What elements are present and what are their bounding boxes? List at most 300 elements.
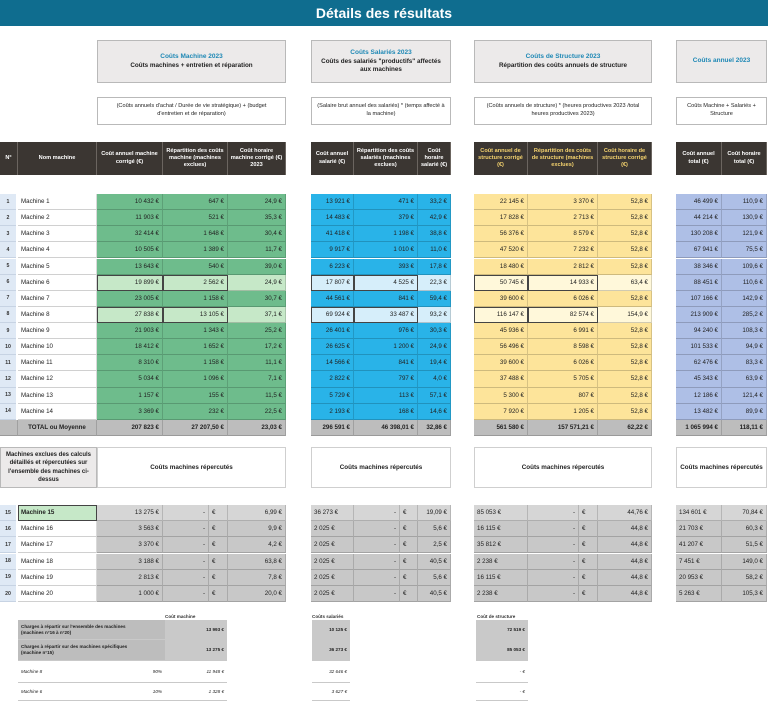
row-cell: 23 005 € — [97, 291, 163, 307]
row-cell: 14 483 € — [311, 210, 354, 226]
excluded-cell: 134 601 € — [676, 505, 722, 521]
row-cell: 121,9 € — [722, 226, 767, 242]
excluded-header-salaries: Coûts machines répercutés — [311, 447, 451, 488]
hdr-salary-hourly: Coût horaire salarié (€) — [418, 142, 451, 175]
row-cell: 1 010 € — [354, 242, 418, 258]
row-cell: 26 625 € — [311, 339, 354, 355]
row-cell: 94 240 € — [676, 323, 722, 339]
breakdown-row-pct — [150, 620, 165, 640]
row-number: 5 — [0, 259, 16, 275]
excluded-cell: - — [163, 505, 209, 521]
row-cell: 13 921 € — [311, 194, 354, 210]
excluded-row-name: Machine 15 — [18, 505, 97, 521]
excluded-cell: € — [209, 554, 228, 570]
row-cell: 107 166 € — [676, 291, 722, 307]
section-structure-title: Coûts de Structure 2023 — [525, 53, 601, 61]
hdr-salary-annual: Coût annuel salarié (€) — [311, 142, 354, 175]
row-number: 11 — [0, 355, 16, 371]
row-cell: 1 389 € — [163, 242, 228, 258]
row-cell: 1 157 € — [97, 388, 163, 404]
row-cell: 12 186 € — [676, 388, 722, 404]
breakdown-row-structure: 72 519 € — [476, 620, 528, 640]
excluded-cell: - — [163, 586, 209, 602]
row-cell: 93,2 € — [418, 307, 451, 323]
row-machine-name: Machine 3 — [18, 226, 97, 242]
section-annuel-title: Coûts annuel 2023 — [692, 57, 751, 65]
excluded-cell: 7,8 € — [228, 570, 286, 586]
section-structure-box — [474, 40, 652, 83]
excluded-cell: € — [209, 570, 228, 586]
row-cell: 168 € — [354, 404, 418, 420]
section-salaries-subtitle: Coûts des salariés "productifs" affectés aux machines — [321, 57, 441, 73]
excluded-row-number: 16 — [0, 521, 16, 537]
row-cell: 116 147 € — [474, 307, 528, 323]
excluded-cell: 58,2 € — [722, 570, 767, 586]
excluded-cell: 44,8 € — [598, 586, 652, 602]
excluded-cell: 16 115 € — [474, 521, 528, 537]
row-cell: 82 574 € — [528, 307, 598, 323]
row-cell: 52,8 € — [598, 388, 652, 404]
excluded-cell: 70,84 € — [722, 505, 767, 521]
excluded-cell: 5,6 € — [418, 570, 451, 586]
row-cell: 27 838 € — [97, 307, 163, 323]
row-cell: 5 729 € — [311, 388, 354, 404]
row-cell: 17,2 € — [228, 339, 286, 355]
row-cell: 94,9 € — [722, 339, 767, 355]
row-cell: 62 476 € — [676, 355, 722, 371]
row-cell: 10 432 € — [97, 194, 163, 210]
hdr-structure-annual: Coût annuel de structure corrigé (€) — [474, 142, 528, 175]
excluded-cell: € — [579, 586, 598, 602]
hdr-machine-hourly: Coût horaire machine corrigé (€) 2023 — [228, 142, 286, 175]
excluded-cell: 2 238 € — [474, 586, 528, 602]
row-cell: 19,4 € — [418, 355, 451, 371]
hdr-total-hourly: Coût horaire total (€) — [722, 142, 767, 175]
row-cell: 130 208 € — [676, 226, 722, 242]
row-machine-name: Machine 10 — [18, 339, 97, 355]
total-cell: 207 823 € — [97, 420, 163, 436]
breakdown-row-machine: 13 275 € — [165, 640, 227, 661]
row-machine-name: Machine 5 — [18, 259, 97, 275]
row-cell: 2 822 € — [311, 371, 354, 387]
excluded-cell: € — [400, 554, 418, 570]
row-number: 4 — [0, 242, 16, 258]
row-cell: 44 214 € — [676, 210, 722, 226]
row-cell: 42,9 € — [418, 210, 451, 226]
row-cell: 108,3 € — [722, 323, 767, 339]
total-cell: 118,11 € — [722, 420, 767, 436]
excluded-cell: - — [528, 537, 579, 553]
row-cell: 7,1 € — [228, 371, 286, 387]
excluded-cell: 60,3 € — [722, 521, 767, 537]
row-cell: 14 933 € — [528, 275, 598, 291]
row-cell: 1 096 € — [163, 371, 228, 387]
row-cell: 2 193 € — [311, 404, 354, 420]
row-cell: 22,5 € — [228, 404, 286, 420]
row-cell: 154,9 € — [598, 307, 652, 323]
row-cell: 232 € — [163, 404, 228, 420]
row-cell: 155 € — [163, 388, 228, 404]
row-cell: 88 451 € — [676, 275, 722, 291]
row-cell: 35,3 € — [228, 210, 286, 226]
hdr-total-annual: Coût annuel total (€) — [676, 142, 722, 175]
excluded-cell: 21 703 € — [676, 521, 722, 537]
section-salaries-title: Coûts Salariés 2023 — [350, 49, 412, 57]
row-cell: 3 369 € — [97, 404, 163, 420]
row-cell: 6 991 € — [528, 323, 598, 339]
hdr-structure-repart: Répartition des coûts de structure (machines exclues) — [528, 142, 598, 175]
hdr-machine-repart: Répartition des coûts machine (machines exclues) — [163, 142, 228, 175]
formula-machine: (Coûts annuels d'achat / Durée de vie stratégique) + (budget d'entretien et de réparation) — [97, 97, 286, 125]
row-machine-name: Machine 2 — [18, 210, 97, 226]
total-cell: 62,22 € — [598, 420, 652, 436]
excluded-cell: € — [579, 570, 598, 586]
breakdown-row-label: Charges à répartir sur des machines spécifiques (machine n°15) — [18, 640, 150, 661]
row-cell: 6 026 € — [528, 291, 598, 307]
row-cell: 39,0 € — [228, 259, 286, 275]
page-title-banner: Détails des résultats — [0, 0, 768, 26]
breakdown-row-structure: 85 053 € — [476, 640, 528, 661]
row-cell: 521 € — [163, 210, 228, 226]
excluded-cell: - — [163, 570, 209, 586]
excluded-cell: 85 053 € — [474, 505, 528, 521]
total-cell: 1 065 994 € — [676, 420, 722, 436]
excluded-cell: 44,8 € — [598, 570, 652, 586]
row-cell: 109,6 € — [722, 259, 767, 275]
row-cell: 24,9 € — [228, 194, 286, 210]
total-cell: 296 591 € — [311, 420, 354, 436]
excluded-cell: - — [528, 505, 579, 521]
row-number: 3 — [0, 226, 16, 242]
row-cell: 52,8 € — [598, 194, 652, 210]
row-cell: 59,4 € — [418, 291, 451, 307]
excluded-cell: - — [528, 554, 579, 570]
hdr-structure-hourly: Coût horaire de structure corrigé (€) — [598, 142, 652, 175]
excluded-cell: 3 563 € — [97, 521, 163, 537]
row-cell: 46 499 € — [676, 194, 722, 210]
row-cell: 841 € — [354, 291, 418, 307]
breakdown-row-salaries: 36 273 € — [312, 640, 350, 661]
excluded-cell: 35 812 € — [474, 537, 528, 553]
row-cell: 379 € — [354, 210, 418, 226]
excluded-header-machine: Coûts machines répercutés — [97, 447, 286, 488]
excluded-cell: € — [209, 521, 228, 537]
breakdown-row-label: Machine 8 — [18, 661, 150, 683]
excluded-row-number: 19 — [0, 570, 16, 586]
excluded-cell: € — [579, 505, 598, 521]
row-cell: 33 487 € — [354, 307, 418, 323]
row-cell: 213 909 € — [676, 307, 722, 323]
breakdown-row-pct: 90% — [150, 661, 165, 683]
excluded-cell: € — [400, 521, 418, 537]
row-number: 13 — [0, 388, 16, 404]
row-number: 10 — [0, 339, 16, 355]
formula-structure: (Coûts annuels de structure) * (heures productives 2023 /total heures productives 2023) — [474, 97, 652, 125]
row-cell: 11,7 € — [228, 242, 286, 258]
excluded-cell: € — [400, 570, 418, 586]
excluded-cell: - — [163, 537, 209, 553]
row-cell: 393 € — [354, 259, 418, 275]
breakdown-col-machine: Coût machine — [165, 614, 196, 619]
hdr-salary-repart: Répartition des coûts salariés (machines exclues) — [354, 142, 418, 175]
section-annuel-box — [676, 40, 767, 83]
excluded-cell: - — [354, 570, 400, 586]
row-cell: 1 343 € — [163, 323, 228, 339]
excluded-cell: 6,99 € — [228, 505, 286, 521]
excluded-cell: 2 025 € — [311, 521, 354, 537]
formula-salaries: (Salaire brut annuel des salariés) * (temps affecté à la machine) — [311, 97, 451, 125]
total-cell: 23,03 € — [228, 420, 286, 436]
excluded-cell: 40,5 € — [418, 554, 451, 570]
excluded-cell: 2 025 € — [311, 586, 354, 602]
excluded-cell: 5 263 € — [676, 586, 722, 602]
row-cell: 110,9 € — [722, 194, 767, 210]
excluded-cell: € — [579, 521, 598, 537]
row-cell: 41 418 € — [311, 226, 354, 242]
row-cell: 8 598 € — [528, 339, 598, 355]
row-cell: 52,8 € — [598, 242, 652, 258]
excluded-cell: 44,76 € — [598, 505, 652, 521]
breakdown-row-salaries: 10 125 € — [312, 620, 350, 640]
excluded-cell: 5,6 € — [418, 521, 451, 537]
section-machine-box — [97, 40, 286, 83]
row-cell: 37 488 € — [474, 371, 528, 387]
row-cell: 841 € — [354, 355, 418, 371]
row-cell: 4,0 € — [418, 371, 451, 387]
row-cell: 647 € — [163, 194, 228, 210]
section-salaries-box — [311, 40, 451, 83]
row-cell: 52,8 € — [598, 404, 652, 420]
row-cell: 8 579 € — [528, 226, 598, 242]
row-cell: 1 200 € — [354, 339, 418, 355]
row-cell: 11,5 € — [228, 388, 286, 404]
row-number: 1 — [0, 194, 16, 210]
row-cell: 38,8 € — [418, 226, 451, 242]
row-cell: 17 807 € — [311, 275, 354, 291]
row-cell: 30,7 € — [228, 291, 286, 307]
excluded-cell: 40,5 € — [418, 586, 451, 602]
row-cell: 24,9 € — [228, 275, 286, 291]
row-cell: 11,1 € — [228, 355, 286, 371]
row-cell: 30,4 € — [228, 226, 286, 242]
excluded-cell: - — [354, 586, 400, 602]
row-cell: 1 648 € — [163, 226, 228, 242]
row-cell: 75,5 € — [722, 242, 767, 258]
row-cell: 47 520 € — [474, 242, 528, 258]
row-cell: 30,3 € — [418, 323, 451, 339]
section-structure-subtitle: Répartition des coûts annuels de structure — [498, 61, 628, 69]
row-cell: 69 924 € — [311, 307, 354, 323]
hdr-machine-annual: Coût annuel machine corrigé (€) — [97, 142, 163, 175]
row-cell: 57,1 € — [418, 388, 451, 404]
row-cell: 1 158 € — [163, 291, 228, 307]
row-cell: 5 705 € — [528, 371, 598, 387]
row-cell: 52,8 € — [598, 355, 652, 371]
row-machine-name: Machine 8 — [18, 307, 97, 323]
row-cell: 52,8 € — [598, 259, 652, 275]
breakdown-row-machine: 11 948 € — [165, 661, 227, 683]
row-cell: 142,9 € — [722, 291, 767, 307]
row-cell: 52,8 € — [598, 371, 652, 387]
row-cell: 17,8 € — [418, 259, 451, 275]
excluded-cell: 2 238 € — [474, 554, 528, 570]
excluded-cell: - — [528, 521, 579, 537]
excluded-cell: 2 025 € — [311, 570, 354, 586]
excluded-cell: 63,8 € — [228, 554, 286, 570]
row-cell: 110,6 € — [722, 275, 767, 291]
row-machine-name: Machine 9 — [18, 323, 97, 339]
breakdown-row-pct — [150, 640, 165, 661]
excluded-row-name: Machine 20 — [18, 586, 97, 602]
breakdown-row-pct: 10% — [150, 683, 165, 701]
total-cell: 561 580 € — [474, 420, 528, 436]
row-cell: 45 936 € — [474, 323, 528, 339]
row-cell: 45 343 € — [676, 371, 722, 387]
row-machine-name: Machine 1 — [18, 194, 97, 210]
row-cell: 17 828 € — [474, 210, 528, 226]
excluded-cell: € — [400, 586, 418, 602]
row-cell: 540 € — [163, 259, 228, 275]
row-cell: 56 496 € — [474, 339, 528, 355]
row-cell: 285,2 € — [722, 307, 767, 323]
row-cell: 101 533 € — [676, 339, 722, 355]
excluded-cell: - — [528, 570, 579, 586]
excluded-cell: 20,0 € — [228, 586, 286, 602]
row-cell: 797 € — [354, 371, 418, 387]
excluded-cell: - — [354, 521, 400, 537]
excluded-cell: - — [354, 537, 400, 553]
row-cell: 26 401 € — [311, 323, 354, 339]
row-cell: 22 145 € — [474, 194, 528, 210]
breakdown-row-label: Machine 6 — [18, 683, 150, 701]
row-cell: 5 034 € — [97, 371, 163, 387]
row-cell: 1 205 € — [528, 404, 598, 420]
row-cell: 22,3 € — [418, 275, 451, 291]
excluded-cell: 2,5 € — [418, 537, 451, 553]
row-cell: 14 566 € — [311, 355, 354, 371]
row-cell: 7 920 € — [474, 404, 528, 420]
row-machine-name: Machine 12 — [18, 371, 97, 387]
breakdown-row-structure: - € — [476, 683, 528, 701]
excluded-label: Machines exclues des calculs détaillés et répercutées sur l'ensemble des machines ci-dessus — [0, 447, 97, 488]
excluded-cell: 7 451 € — [676, 554, 722, 570]
row-cell: 9 917 € — [311, 242, 354, 258]
row-cell: 7 232 € — [528, 242, 598, 258]
excluded-cell: 20 953 € — [676, 570, 722, 586]
row-cell: 19 899 € — [97, 275, 163, 291]
row-cell: 3 370 € — [528, 194, 598, 210]
row-number: 6 — [0, 275, 16, 291]
excluded-header-annuel: Coûts machines répercutés — [676, 447, 767, 488]
breakdown-row-machine: 13 993 € — [165, 620, 227, 640]
row-cell: 32 414 € — [97, 226, 163, 242]
excluded-cell: 149,0 € — [722, 554, 767, 570]
excluded-cell: € — [209, 586, 228, 602]
row-machine-name: Machine 7 — [18, 291, 97, 307]
excluded-cell: 44,8 € — [598, 554, 652, 570]
excluded-cell: 51,5 € — [722, 537, 767, 553]
total-num — [0, 420, 18, 436]
section-machine-subtitle: Coûts machines + entretien et réparation — [130, 61, 253, 69]
row-cell: 1 652 € — [163, 339, 228, 355]
excluded-row-number: 15 — [0, 505, 16, 521]
excluded-cell: 2 025 € — [311, 537, 354, 553]
row-cell: 89,9 € — [722, 404, 767, 420]
excluded-cell: € — [579, 537, 598, 553]
row-cell: 14,6 € — [418, 404, 451, 420]
row-cell: 39 600 € — [474, 291, 528, 307]
row-cell: 38 346 € — [676, 259, 722, 275]
row-cell: 10 505 € — [97, 242, 163, 258]
excluded-cell: - — [354, 505, 400, 521]
total-cell: 46 398,01 € — [354, 420, 418, 436]
row-cell: 6 223 € — [311, 259, 354, 275]
formula-annuel: Coûts Machine + Salariés + Structure — [676, 97, 767, 125]
excluded-cell: 44,8 € — [598, 521, 652, 537]
row-cell: 50 745 € — [474, 275, 528, 291]
breakdown-row-salaries: 32 646 € — [312, 661, 350, 683]
row-cell: 807 € — [528, 388, 598, 404]
row-cell: 13 643 € — [97, 259, 163, 275]
row-cell: 83,3 € — [722, 355, 767, 371]
section-machine-title: Coûts Machine 2023 — [160, 53, 223, 61]
breakdown-col-structure: Coût de structure — [477, 614, 516, 619]
row-cell: 2 713 € — [528, 210, 598, 226]
row-cell: 121,4 € — [722, 388, 767, 404]
row-machine-name: Machine 13 — [18, 388, 97, 404]
row-cell: 52,8 € — [598, 323, 652, 339]
excluded-cell: - — [528, 586, 579, 602]
row-number: 14 — [0, 404, 16, 420]
row-number: 9 — [0, 323, 16, 339]
hdr-num: N° — [0, 142, 18, 175]
excluded-cell: 2 025 € — [311, 554, 354, 570]
excluded-cell: 3 370 € — [97, 537, 163, 553]
row-cell: 13 105 € — [163, 307, 228, 323]
row-number: 2 — [0, 210, 16, 226]
breakdown-row-salaries: 3 627 € — [312, 683, 350, 701]
excluded-row-number: 18 — [0, 554, 16, 570]
row-cell: 6 026 € — [528, 355, 598, 371]
row-cell: 471 € — [354, 194, 418, 210]
row-machine-name: Machine 14 — [18, 404, 97, 420]
excluded-cell: 9,9 € — [228, 521, 286, 537]
excluded-cell: 1 000 € — [97, 586, 163, 602]
excluded-row-number: 20 — [0, 586, 16, 602]
excluded-cell: - — [163, 521, 209, 537]
row-cell: 44 561 € — [311, 291, 354, 307]
excluded-cell: € — [209, 505, 228, 521]
row-cell: 24,9 € — [418, 339, 451, 355]
excluded-cell: € — [579, 554, 598, 570]
excluded-cell: € — [209, 537, 228, 553]
row-number: 7 — [0, 291, 16, 307]
total-cell: 27 207,50 € — [163, 420, 228, 436]
excluded-cell: 44,8 € — [598, 537, 652, 553]
excluded-cell: - — [354, 554, 400, 570]
total-cell: 32,86 € — [418, 420, 451, 436]
hdr-name: Nom machine — [18, 142, 97, 175]
excluded-row-name: Machine 17 — [18, 537, 97, 553]
row-cell: 67 941 € — [676, 242, 722, 258]
row-machine-name: Machine 4 — [18, 242, 97, 258]
excluded-cell: € — [400, 505, 418, 521]
row-cell: 11,0 € — [418, 242, 451, 258]
row-cell: 11 903 € — [97, 210, 163, 226]
excluded-cell: € — [400, 537, 418, 553]
breakdown-row-label: Charges à répartir sur l'ensemble des machines (machines n°16 à n°20) — [18, 620, 150, 640]
row-cell: 52,8 € — [598, 210, 652, 226]
